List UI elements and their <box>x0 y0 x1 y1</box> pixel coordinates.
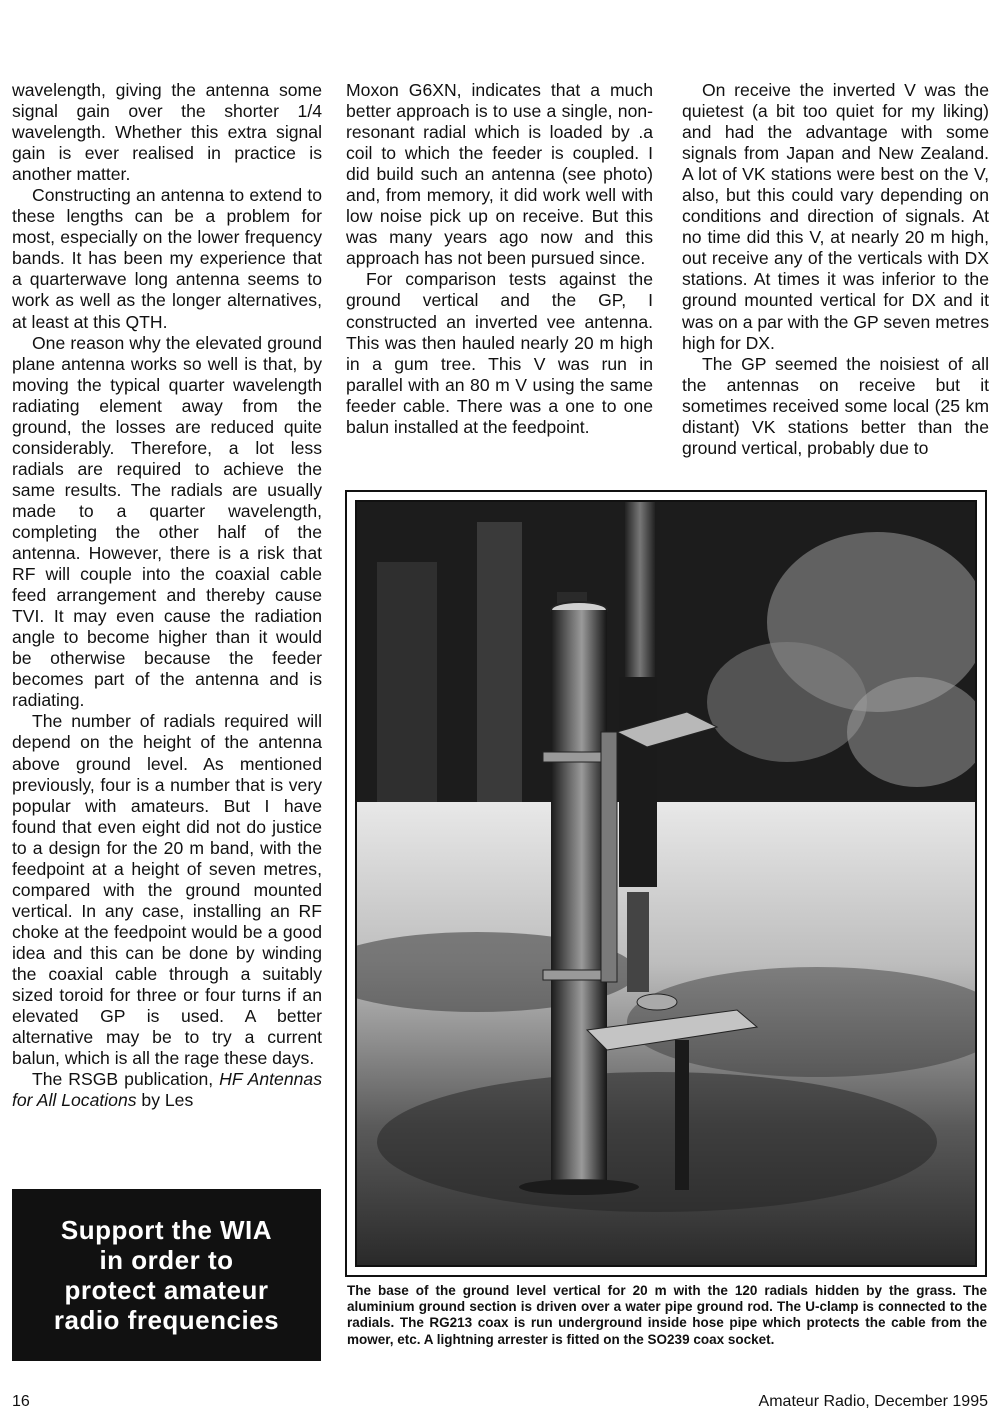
paragraph: Constructing an antenna to extend to these lengths can be a problem for most, especially on the lower frequency bands. It has been my experience that a quarterwave long antenna seems to work as well as the longer alternatives, at least at this QTH. <box>12 185 322 332</box>
article-column-2 <box>346 80 653 438</box>
book-title: HF Antennas for All Locations <box>12 1069 322 1111</box>
paragraph: wavelength, giving the antenna some signal gain over the shorter 1/4 wavelength. Whether this extra signal gain is ever realised in practice is another matter. <box>12 80 322 185</box>
promo-text: Support the WIA in order to protect amateur radio frequencies <box>53 1215 280 1335</box>
paragraph: The number of radials required will depend on the height of the antenna above ground level. As mentioned previously, four is a number that is very popular with amateurs. But I have found that even eight did not do justice to a design for the 20 m band, with the feedpoint at a height of seven metres, compared with the ground mounted vertical. In any case, installing an RF choke at the feedpoint would be a good idea and this can be done by winding the coaxial cable through a suitably sized toroid for three or four turns if an elevated GP is used. A better alternative may be to try a current balun, which is all the rage these days. <box>12 711 322 1069</box>
paragraph: Moxon G6XN, indicates that a much better approach is to use a single, non-resonant radial which is loaded by .a coil to which the feeder is coupled. I did build such an antenna (see photo) and, from memory, it did work well with low noise pick up on receive. But this was many years ago now and this approach has not been pursued since. <box>346 80 653 269</box>
paragraph-rsgb <box>12 1069 322 1111</box>
paragraph: One reason why the elevated ground plane antenna works so well is that, by moving the typical quarter wavelength radiating element away from the ground, the losses are reduced quite considerably. Therefore, a lot less radials are required to achieve the same results. The radials are usually made to a quarter wavelength, completing the other half of the antenna. However, there is a risk that RF will couple into the coaxial cable feed arrangement and thereby cause TVI. It may even cause the radiation angle to become higher than it would be otherwise because the feeder becomes part of the antenna and is radiating. <box>12 332 322 711</box>
article-column-1 <box>12 80 322 1111</box>
paragraph: The GP seemed the noisiest of all the antennas on receive but it sometimes received some local (25 km distant) VK stations better than the ground vertical, probably due to <box>682 353 989 458</box>
article-column-3 <box>682 80 989 459</box>
publication-footer: Amateur Radio, December 1995 <box>758 1393 988 1410</box>
paragraph-text: by Les <box>136 1090 194 1111</box>
photo-illustration <box>357 502 975 1265</box>
antenna-base-photo <box>355 500 977 1267</box>
photo-frame <box>345 490 987 1277</box>
paragraph: For comparison tests against the ground vertical and the GP, I constructed an inverted vee antenna. This was then hauled nearly 20 m high in a gum tree. This V was run in parallel with an 80 m V using the same feeder cable. There was a one to one balun installed at the feedpoint. <box>346 269 653 437</box>
page-number: 16 <box>12 1393 30 1410</box>
paragraph-text: The RSGB publication, <box>32 1069 220 1090</box>
promo-box <box>12 1189 321 1361</box>
photo-caption: The base of the ground level vertical for 20 m with the 120 radials hidden by the grass. The aluminium ground section is driven over a water pipe ground rod. The U-clamp is connected to the radials. The RG213 coax is run underground inside hose pipe which protects the cable from the mower, etc. A lightning arrester is fitted on the SO239 coax socket. <box>347 1283 987 1347</box>
paragraph: On receive the inverted V was the quietest (a bit too quiet for my liking) and had the advantage with some signals from Japan and New Zealand. A lot of VK stations were best on the V, also, but this could vary depending on conditions and direction of signals. At no time did this V, at nearly 20 m high, out receive any of the verticals with DX stations. At times it was inferior to the ground mounted vertical for DX and it was on a par with the GP seven metres high for DX. <box>682 80 989 353</box>
